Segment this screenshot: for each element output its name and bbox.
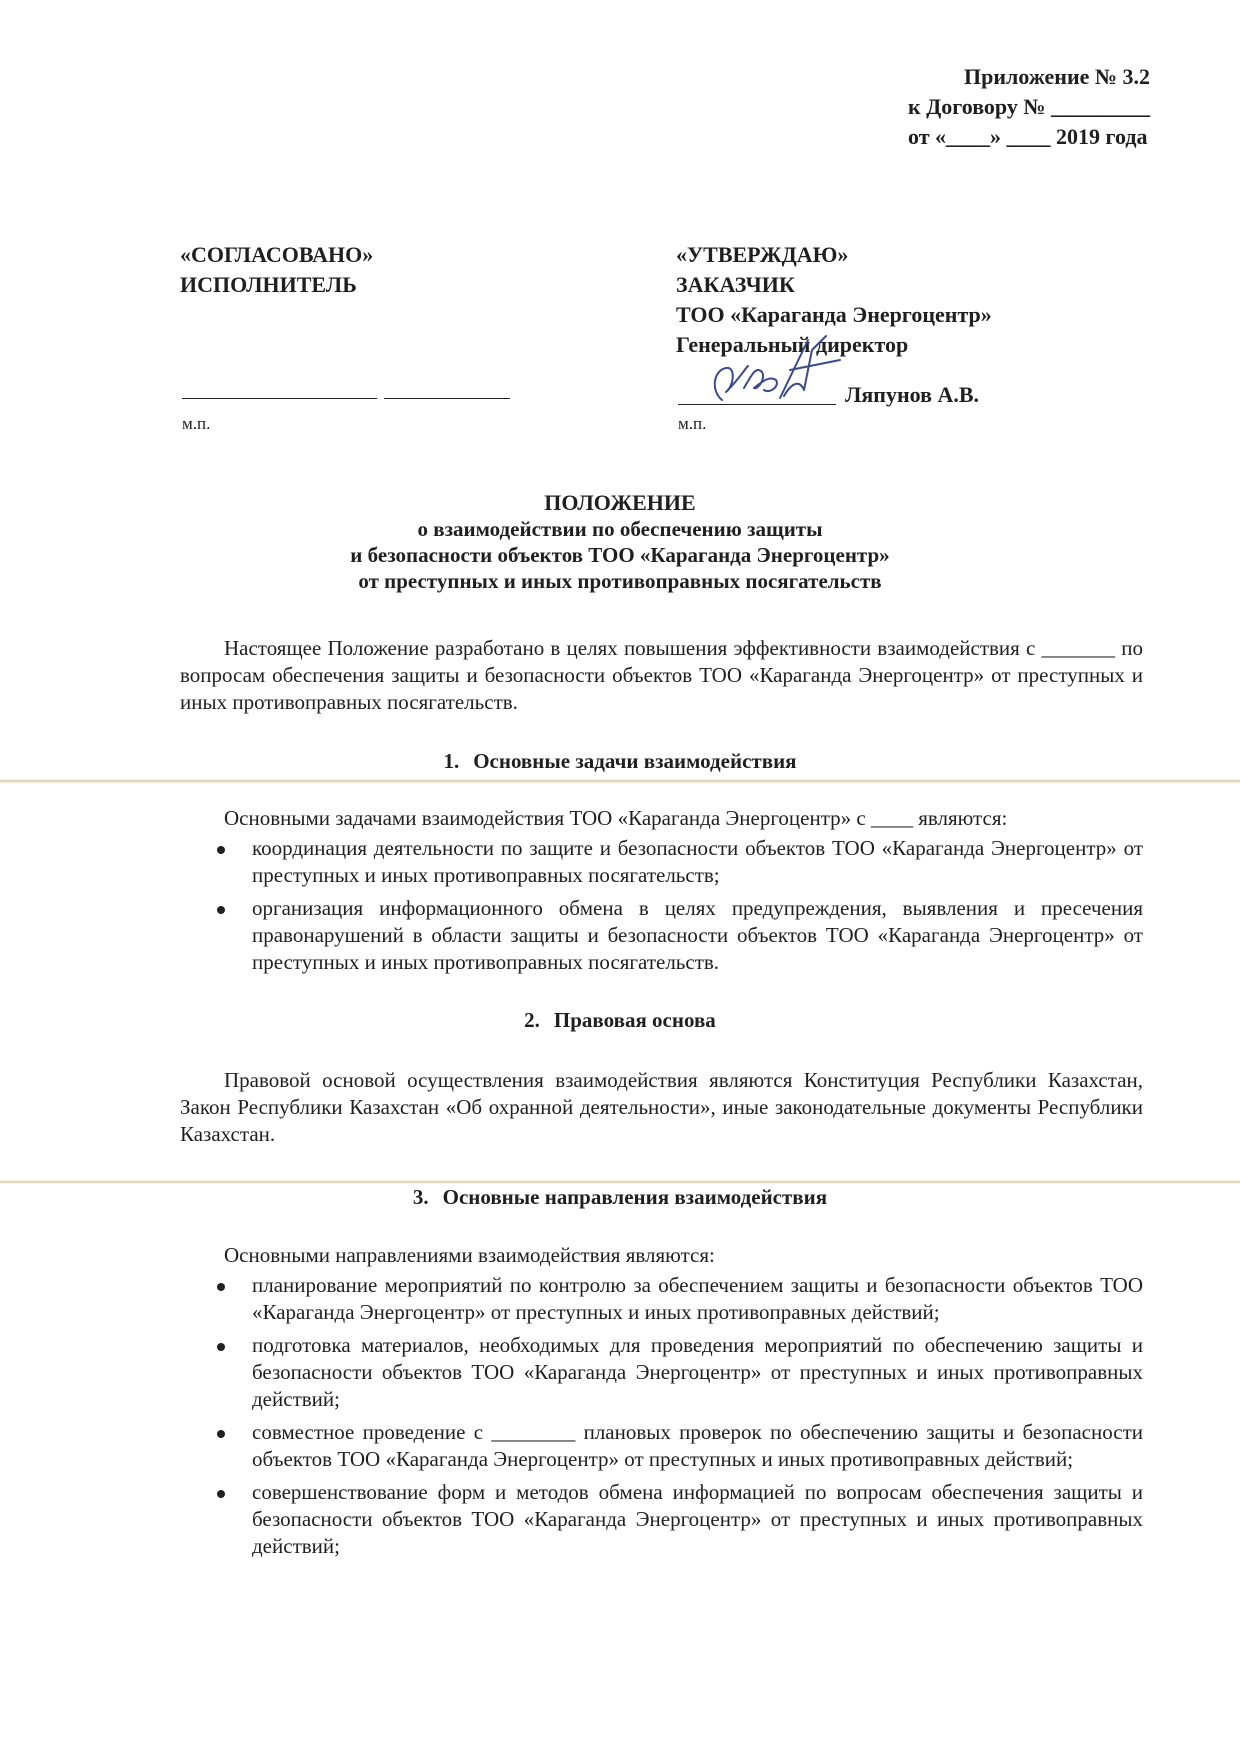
intro-paragraph: Настоящее Положение разработано в целях повышения эффективности взаимодействия с _______ по вопросам обеспечения защиты и безопасности объектов ТОО «Караганда Энергоцентр» от преступных и иных противоправных посягательств. [180,636,1143,714]
bullet-icon [217,1283,225,1291]
scan-artifact [0,1180,1240,1184]
section-title: Правовая основа [553,1008,716,1032]
annex-header [908,62,1150,152]
section-title: Основные направления взаимодействия [442,1185,828,1209]
annex-line-2: к Договору № _________ [908,94,1150,119]
title-main: ПОЛОЖЕНИЕ [544,490,696,515]
title-line-4: от преступных и иных противоправных посягательств [358,569,882,593]
section-number: 2. [524,1008,540,1032]
bullet-icon [217,906,225,914]
customer-org: ТОО «Караганда Энергоцентр» [676,302,992,327]
customer-label: ЗАКАЗЧИК [676,272,795,297]
list-item: совершенствование форм и методов обмена информацией по вопросам обеспечения защиты и безопасности объектов ТОО «Караганда Энергоцентр» от преступных и иных противоправных действий; [180,1479,1143,1560]
section-3-heading [0,1185,1240,1210]
section-3-list [180,1272,1143,1566]
agreed-label: «СОГЛАСОВАНО» [180,242,374,267]
section-1-heading [0,749,1240,774]
customer-name: Ляпунов А.В. [845,382,980,407]
list-item: организация информационного обмена в целях предупреждения, выявления и пресечения правонарушений в области защиты и безопасности объектов ТОО «Караганда Энергоцентр» от преступных и иных противоправных посягательств. [180,895,1143,976]
executor-stamp-label: м.п. [182,414,211,433]
bullet-icon [217,846,225,854]
section-1-lead: Основными задачами взаимодействия ТОО «Караганда Энергоцентр» с ____ являются: [224,806,1008,830]
bullet-icon [217,1490,225,1498]
section-number: 1. [443,749,460,773]
list-item: координация деятельности по защите и безопасности объектов ТОО «Караганда Энергоцентр» от преступных и иных противоправных посягательств; [180,835,1143,889]
bullet-icon [217,1343,225,1351]
executor-signature-line [182,398,377,399]
customer-position: Генеральный директор [676,332,909,357]
handwritten-signature [700,330,850,420]
section-number: 3. [412,1185,429,1209]
document-title [0,490,1240,594]
approve-label: «УТВЕРЖДАЮ» [676,242,849,267]
title-line-3: и безопасности объектов ТОО «Караганда Энергоцентр» [350,543,890,567]
section-3-lead: Основными направлениями взаимодействия являются: [224,1243,715,1267]
executor-label: ИСПОЛНИТЕЛЬ [180,272,357,297]
bullet-icon [217,1430,225,1438]
customer-stamp-label: м.п. [678,414,707,433]
title-line-2: о взаимодействии по обеспечению защиты [417,517,823,541]
annex-line-3: от «____» ____ 2019 года [908,124,1148,149]
list-item: планирование мероприятий по контролю за обеспечением защиты и безопасности объектов ТОО «Караганда Энергоцентр» от преступных и иных противоправных действий; [180,1272,1143,1326]
list-item: совместное проведение с ________ плановых проверок по обеспечению защиты и безопасности объектов ТОО «Караганда Энергоцентр» от преступных и иных противоправных действий; [180,1419,1143,1473]
scan-artifact [0,779,1240,783]
section-title: Основные задачи взаимодействия [473,749,797,773]
annex-line-1: Приложение № 3.2 [964,64,1150,89]
section-1-list [180,835,1143,982]
agreed-block [180,240,373,300]
section-2-heading [0,1008,1240,1033]
list-item: подготовка материалов, необходимых для проведения мероприятий по обеспечению защиты и безопасности объектов ТОО «Караганда Энергоцентр» от преступных и иных противоправных действий; [180,1332,1143,1413]
executor-name-line [384,398,510,399]
section-2-paragraph: Правовой основой осуществления взаимодействия являются Конституция Республики Казахстан, Закон Республики Казахстан «Об охранной деятельности», иные законодательные документы Республики Казахстан. [180,1068,1143,1146]
